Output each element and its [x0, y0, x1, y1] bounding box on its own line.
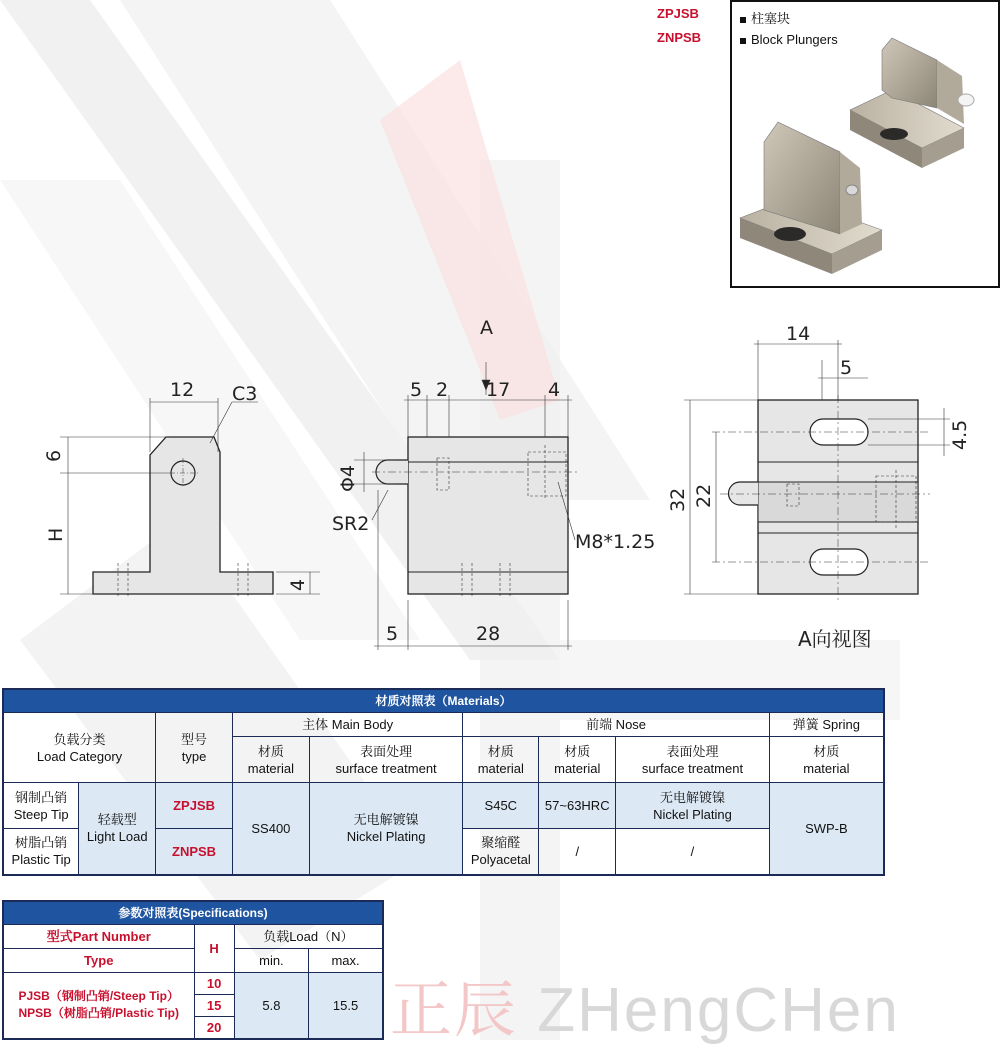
dim-phi4: Φ4 [337, 464, 359, 492]
nose-material-header [463, 737, 539, 783]
type-label-cell [3, 973, 194, 1039]
nose-surface-cn: 无电解镀镍 [659, 789, 725, 805]
front-view [332, 317, 655, 650]
body-surface-cn: 无电解镀镍 [353, 812, 419, 828]
spring-material-header [769, 737, 884, 783]
nose-material-steel: S45C [463, 783, 539, 829]
material-en: material [803, 760, 850, 776]
load-header: 负载Load（N） [234, 925, 383, 949]
light-load-cell [79, 783, 156, 875]
dim-32: 32 [667, 487, 689, 512]
nose-mat2-en: Polyacetal [470, 852, 531, 868]
nose-surface-header [616, 737, 770, 783]
light-en: Light Load [86, 829, 148, 845]
type-header-spec: Type [3, 949, 194, 973]
watermark-text [390, 960, 900, 1049]
dim-4-left: 4 [287, 578, 309, 591]
max-header: max. [309, 949, 383, 973]
dim-sr2: SR2 [332, 513, 370, 535]
code-znpsb: ZNPSB [657, 30, 702, 45]
steep-tip-cell [3, 783, 79, 829]
view-marker-a: A [480, 317, 493, 339]
materials-title: 材质对照表（Materials） [3, 689, 884, 713]
material-en: material [247, 760, 295, 776]
product-photo-box [730, 0, 1000, 288]
spring-header: 弹簧 Spring [769, 713, 884, 737]
steep-en: Steep Tip [13, 806, 69, 822]
h-value-20: 20 [194, 1017, 234, 1039]
technical-drawing [0, 300, 1000, 680]
h-value-10: 10 [194, 973, 234, 995]
load-category-cn: 负载分类 [53, 731, 106, 747]
row-label-pjsb: PJSB（钢制凸销/Steep Tip） [18, 989, 179, 1004]
plastic-cn: 树脂凸销 [15, 835, 68, 851]
nose-material-header-2 [539, 737, 616, 783]
load-category-en: Load Category [36, 748, 123, 764]
body-material-value: SS400 [232, 783, 309, 875]
plastic-tip-cell [3, 829, 79, 875]
code-zpjsb: ZPJSB [657, 6, 699, 21]
dim-5-top: 5 [410, 379, 423, 401]
body-surface-en: Nickel Plating [346, 829, 426, 845]
product-name-en: Block Plungers [751, 32, 838, 47]
dim-4-5: 4.5 [949, 419, 971, 450]
view-a-label: A向视图 [798, 627, 872, 651]
row-label-npsb: NPSB（树脂凸销/Plastic Tip) [18, 1006, 179, 1021]
material-en: material [477, 760, 524, 776]
material-en: material [554, 760, 601, 776]
light-cn: 轻载型 [97, 812, 137, 828]
min-load-value: 5.8 [234, 973, 308, 1039]
nose-hardness: 57~63HRC [539, 783, 616, 829]
nose-material-plastic [463, 829, 539, 875]
body-surface-value [309, 783, 463, 875]
type-header [156, 713, 233, 783]
dim-28: 28 [476, 623, 501, 645]
part-number-header: 型式Part Number [3, 925, 194, 949]
nose-hardness-none: / [539, 829, 616, 875]
dim-4-mid: 4 [548, 379, 561, 401]
h-header: H [194, 925, 234, 973]
material-cn: 材质 [813, 743, 840, 759]
specs-title: 参数对照表(Specifications) [3, 901, 383, 925]
nose-mat2-cn: 聚缩醛 [481, 835, 521, 851]
specs-table [2, 900, 384, 1040]
dim-12: 12 [170, 379, 195, 401]
nose-surface-none: / [616, 829, 770, 875]
dim-5-right: 5 [840, 357, 853, 379]
h-value-15: 15 [194, 995, 234, 1017]
a-view [667, 323, 971, 651]
watermark-en: ZHengCHen [537, 976, 900, 1045]
plastic-en: Plastic Tip [11, 852, 71, 868]
surface-cn: 表面处理 [666, 743, 719, 759]
dim-m8: M8*1.25 [575, 531, 656, 553]
type-cn: 型号 [181, 731, 208, 747]
spring-material-value: SWP-B [769, 783, 884, 875]
surface-en: surface treatment [335, 760, 437, 776]
dim-c3: C3 [232, 383, 258, 405]
dim-2: 2 [436, 379, 449, 401]
nose-surface-en: Nickel Plating [653, 806, 732, 822]
main-body-header: 主体 Main Body [232, 713, 462, 737]
dim-22: 22 [693, 483, 715, 508]
material-cn: 材质 [257, 743, 284, 759]
dim-5-bottom: 5 [386, 623, 399, 645]
surface-cn: 表面处理 [360, 743, 413, 759]
min-header: min. [234, 949, 308, 973]
type-znpsb: ZNPSB [156, 829, 233, 875]
material-cn: 材质 [564, 743, 591, 759]
materials-table [2, 688, 885, 876]
body-surface-header [309, 737, 463, 783]
dim-h: H [45, 527, 67, 542]
dim-6: 6 [43, 449, 65, 462]
max-load-value: 15.5 [309, 973, 383, 1039]
body-material-header [232, 737, 309, 783]
product-name-cn: 柱塞块 [751, 11, 791, 26]
type-en: type [181, 748, 207, 764]
product-image [732, 2, 998, 286]
dim-17: 17 [486, 379, 511, 401]
dim-14: 14 [786, 323, 811, 345]
type-zpjsb: ZPJSB [156, 783, 233, 829]
nose-surface-value [616, 783, 770, 829]
load-category-header [3, 713, 156, 783]
watermark-cn: 正辰 [390, 976, 519, 1045]
surface-en: surface treatment [641, 760, 744, 776]
nose-header: 前端 Nose [463, 713, 769, 737]
steep-cn: 钢制凸销 [15, 789, 68, 805]
side-view [43, 379, 320, 598]
material-cn: 材质 [487, 743, 514, 759]
